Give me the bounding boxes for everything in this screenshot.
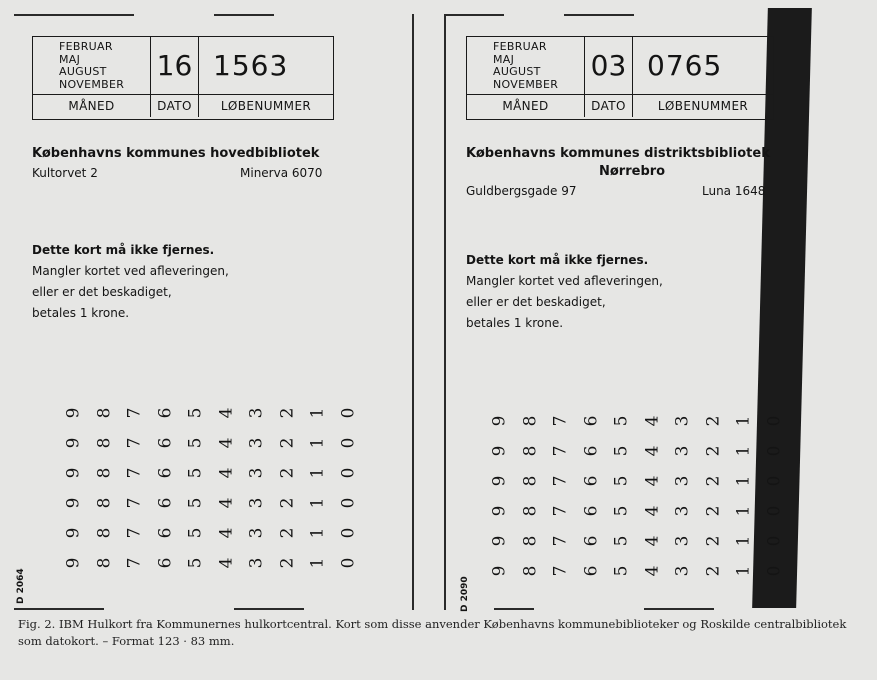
punch-digit: 5 [611,505,632,517]
punch-digit: 9 [63,407,84,419]
figure-caption: Fig. 2. IBM Hulkort fra Kommunernes hulkortcentral. Kort som disse anvender Københavns kommunebiblioteker og Roskilde centralbibliotek som datokort. – Format 123 · 83 mm. [18,617,847,648]
punch-digit: 8 [519,445,540,457]
punch-digit: 6 [580,565,601,577]
punch-digit: 6 [580,415,601,427]
punch-digit: 3 [246,407,267,419]
notice-text [32,240,229,324]
punch-digit: 7 [550,445,571,457]
punch-digit: 2 [702,475,723,487]
punch-digit-grid [58,398,363,578]
library-name: Københavns kommunes distriktsbibliotek [466,146,770,161]
library-phone: Luna 1648 [702,184,766,198]
punch-digit: 0 [763,445,784,457]
punch-digit: 0 [337,407,358,419]
punch-digit: 4 [641,415,662,427]
punch-digit: 6 [154,527,175,539]
punch-digit: 3 [672,475,693,487]
punch-digit: 1 [307,557,328,569]
punch-digit: 1 [307,467,328,479]
punch-digit: 9 [489,565,510,577]
card-header-box [32,36,334,120]
notice-line: Dette kort må ikke fjernes. [32,243,215,257]
punch-digit: 5 [611,415,632,427]
card-edge-mark [214,14,274,16]
punch-digit: 4 [641,535,662,547]
punch-digit: 2 [276,497,297,509]
punch-digit: 4 [641,445,662,457]
punch-digit: 7 [124,437,145,449]
punch-digit: 7 [124,497,145,509]
punch-digit-row [58,488,363,518]
punch-digit: 3 [672,445,693,457]
punch-digit: 9 [489,445,510,457]
month-label: AUGUST [493,65,541,78]
punch-digit: 7 [124,527,145,539]
punch-digit: 5 [185,557,206,569]
month-label: FEBRUAR [59,40,113,53]
punch-digit: 9 [63,437,84,449]
card-edge-mark [564,14,634,16]
punch-digit: 7 [124,557,145,569]
card-edge-mark [234,608,304,610]
punch-digit: 3 [246,557,267,569]
punch-digit: 5 [611,445,632,457]
punch-card-left [14,14,414,610]
punch-digit: 6 [154,407,175,419]
punch-digit: 7 [550,505,571,517]
notice-line: betales 1 krone. [32,306,130,320]
punch-digit: 2 [276,467,297,479]
card-code: D 2064 [16,568,26,604]
punch-digit: 9 [489,535,510,547]
punch-digit: 3 [246,467,267,479]
punch-digit: 5 [611,565,632,577]
punch-digit-row [484,526,789,556]
punch-digit: 8 [519,505,540,517]
punch-digit: 2 [276,527,297,539]
punch-digit: 3 [672,505,693,517]
library-address: Guldbergsgade 97 [466,184,577,198]
punch-digit: 1 [307,437,328,449]
punch-digit: 4 [641,475,662,487]
punch-digit: 6 [580,475,601,487]
punch-digit: 3 [246,437,267,449]
punch-digit-row [58,398,363,428]
punch-digit-grid [484,406,789,586]
punch-digit: 1 [733,445,754,457]
punch-digit: 1 [733,415,754,427]
punch-digit: 9 [63,497,84,509]
punch-digit: 7 [124,467,145,479]
punch-digit: 9 [489,505,510,517]
punch-digit: 9 [63,467,84,479]
lobenummer-value: 0765 [633,37,773,95]
punch-digit: 4 [215,467,236,479]
punch-digit: 4 [215,497,236,509]
punch-digit: 1 [307,407,328,419]
punch-digit: 8 [93,557,114,569]
punch-digit: 5 [185,437,206,449]
punch-digit: 8 [93,527,114,539]
punch-digit: 7 [550,535,571,547]
punch-digit: 0 [763,475,784,487]
punch-digit: 0 [337,557,358,569]
punch-digit: 4 [215,527,236,539]
library-phone: Minerva 6070 [240,166,323,180]
punch-digit: 2 [276,557,297,569]
punch-digit: 6 [154,437,175,449]
punch-digit: 2 [276,437,297,449]
punch-digit: 0 [763,565,784,577]
months-cell [467,37,585,95]
punch-digit-row [58,458,363,488]
dato-label: DATO [585,95,633,117]
punch-digit: 8 [519,415,540,427]
punch-digit: 5 [185,497,206,509]
punch-digit-row [58,518,363,548]
month-label: MAJ [493,52,515,66]
card-code: D 2090 [460,576,470,612]
punch-digit-row [484,466,789,496]
punch-digit: 8 [93,467,114,479]
dato-value: 03 [585,37,633,95]
punch-digit: 5 [185,467,206,479]
punch-digit: 2 [702,445,723,457]
library-name: Københavns kommunes hovedbibliotek [32,146,320,161]
punch-digit: 5 [611,475,632,487]
card-header-box [466,36,774,120]
punch-digit: 4 [215,437,236,449]
punch-digit: 0 [763,505,784,517]
month-label: AUGUST [59,65,107,78]
punch-digit: 7 [550,415,571,427]
punch-digit: 3 [246,527,267,539]
punch-digit-row [484,406,789,436]
punch-digit: 0 [763,535,784,547]
card-edge-mark [644,608,714,610]
punch-digit: 7 [550,565,571,577]
punch-digit: 2 [276,407,297,419]
punch-digit: 1 [733,565,754,577]
lobenummer-label: LØBENUMMER [220,99,312,113]
punch-digit: 9 [489,475,510,487]
punch-digit: 0 [337,527,358,539]
punch-digit: 5 [611,535,632,547]
month-label: MAJ [59,52,81,66]
library-branch: Nørrebro [599,164,666,179]
punch-digit-row [58,548,363,578]
month-label: NOVEMBER [59,77,125,91]
punch-digit: 4 [641,565,662,577]
punch-digit: 3 [246,497,267,509]
notice-text [466,250,663,334]
punch-digit: 6 [154,497,175,509]
punch-digit: 4 [215,407,236,419]
punch-digit: 9 [489,415,510,427]
card-edge [444,14,446,610]
punch-digit: 5 [185,407,206,419]
punch-digit: 1 [307,497,328,509]
punch-digit: 9 [63,527,84,539]
punch-digit: 5 [185,527,206,539]
punch-digit: 8 [519,535,540,547]
punch-digit: 6 [154,557,175,569]
month-label: FEBRUAR [493,40,547,53]
punch-digit: 8 [93,497,114,509]
notice-line: eller er det beskadiget, [466,295,606,309]
card-edge-mark [494,608,534,610]
punch-digit-row [58,428,363,458]
notice-line: Dette kort må ikke fjernes. [466,253,649,267]
punch-digit: 0 [763,415,784,427]
punch-digit: 1 [733,475,754,487]
punch-digit: 6 [580,445,601,457]
punch-digit-row [484,436,789,466]
punch-digit: 8 [519,565,540,577]
dato-label: DATO [151,95,199,117]
dato-value: 16 [151,37,199,95]
month-label: NOVEMBER [493,77,559,91]
punch-digit: 3 [672,565,693,577]
punch-digit-row [484,496,789,526]
punch-digit: 9 [63,557,84,569]
maaned-label: MÅNED [467,95,585,117]
punch-digit: 6 [580,505,601,517]
punch-digit: 7 [124,407,145,419]
punch-digit: 1 [733,505,754,517]
punch-digit: 0 [337,467,358,479]
card-edge-mark [14,608,104,610]
punch-digit: 8 [519,475,540,487]
punch-digit: 0 [337,437,358,449]
punch-digit: 1 [307,527,328,539]
punch-digit: 3 [672,535,693,547]
punch-digit: 8 [93,437,114,449]
punch-digit: 2 [702,565,723,577]
punch-digit: 4 [641,505,662,517]
notice-line: Mangler kortet ved afleveringen, [466,274,663,288]
card-edge-mark [444,14,504,16]
punch-digit-row [484,556,789,586]
library-address: Kultorvet 2 [32,166,98,180]
lobenummer-value: 1563 [199,37,333,95]
punch-digit: 6 [154,467,175,479]
notice-line: eller er det beskadiget, [32,285,172,299]
punch-digit: 2 [702,415,723,427]
punch-digit: 2 [702,535,723,547]
notice-line: betales 1 krone. [466,316,564,330]
punch-card-right [444,14,796,610]
punch-digit: 2 [702,505,723,517]
lobenummer-label: LØBENUMMER [657,99,749,113]
card-edge-mark [14,14,134,16]
punch-digit: 8 [93,407,114,419]
punch-digit: 6 [580,535,601,547]
months-cell [33,37,151,95]
notice-line: Mangler kortet ved afleveringen, [32,264,229,278]
punch-digit: 3 [672,415,693,427]
punch-digit: 4 [215,557,236,569]
maaned-label: MÅNED [33,95,151,117]
punch-digit: 1 [733,535,754,547]
punch-digit: 0 [337,497,358,509]
punch-digit: 7 [550,475,571,487]
